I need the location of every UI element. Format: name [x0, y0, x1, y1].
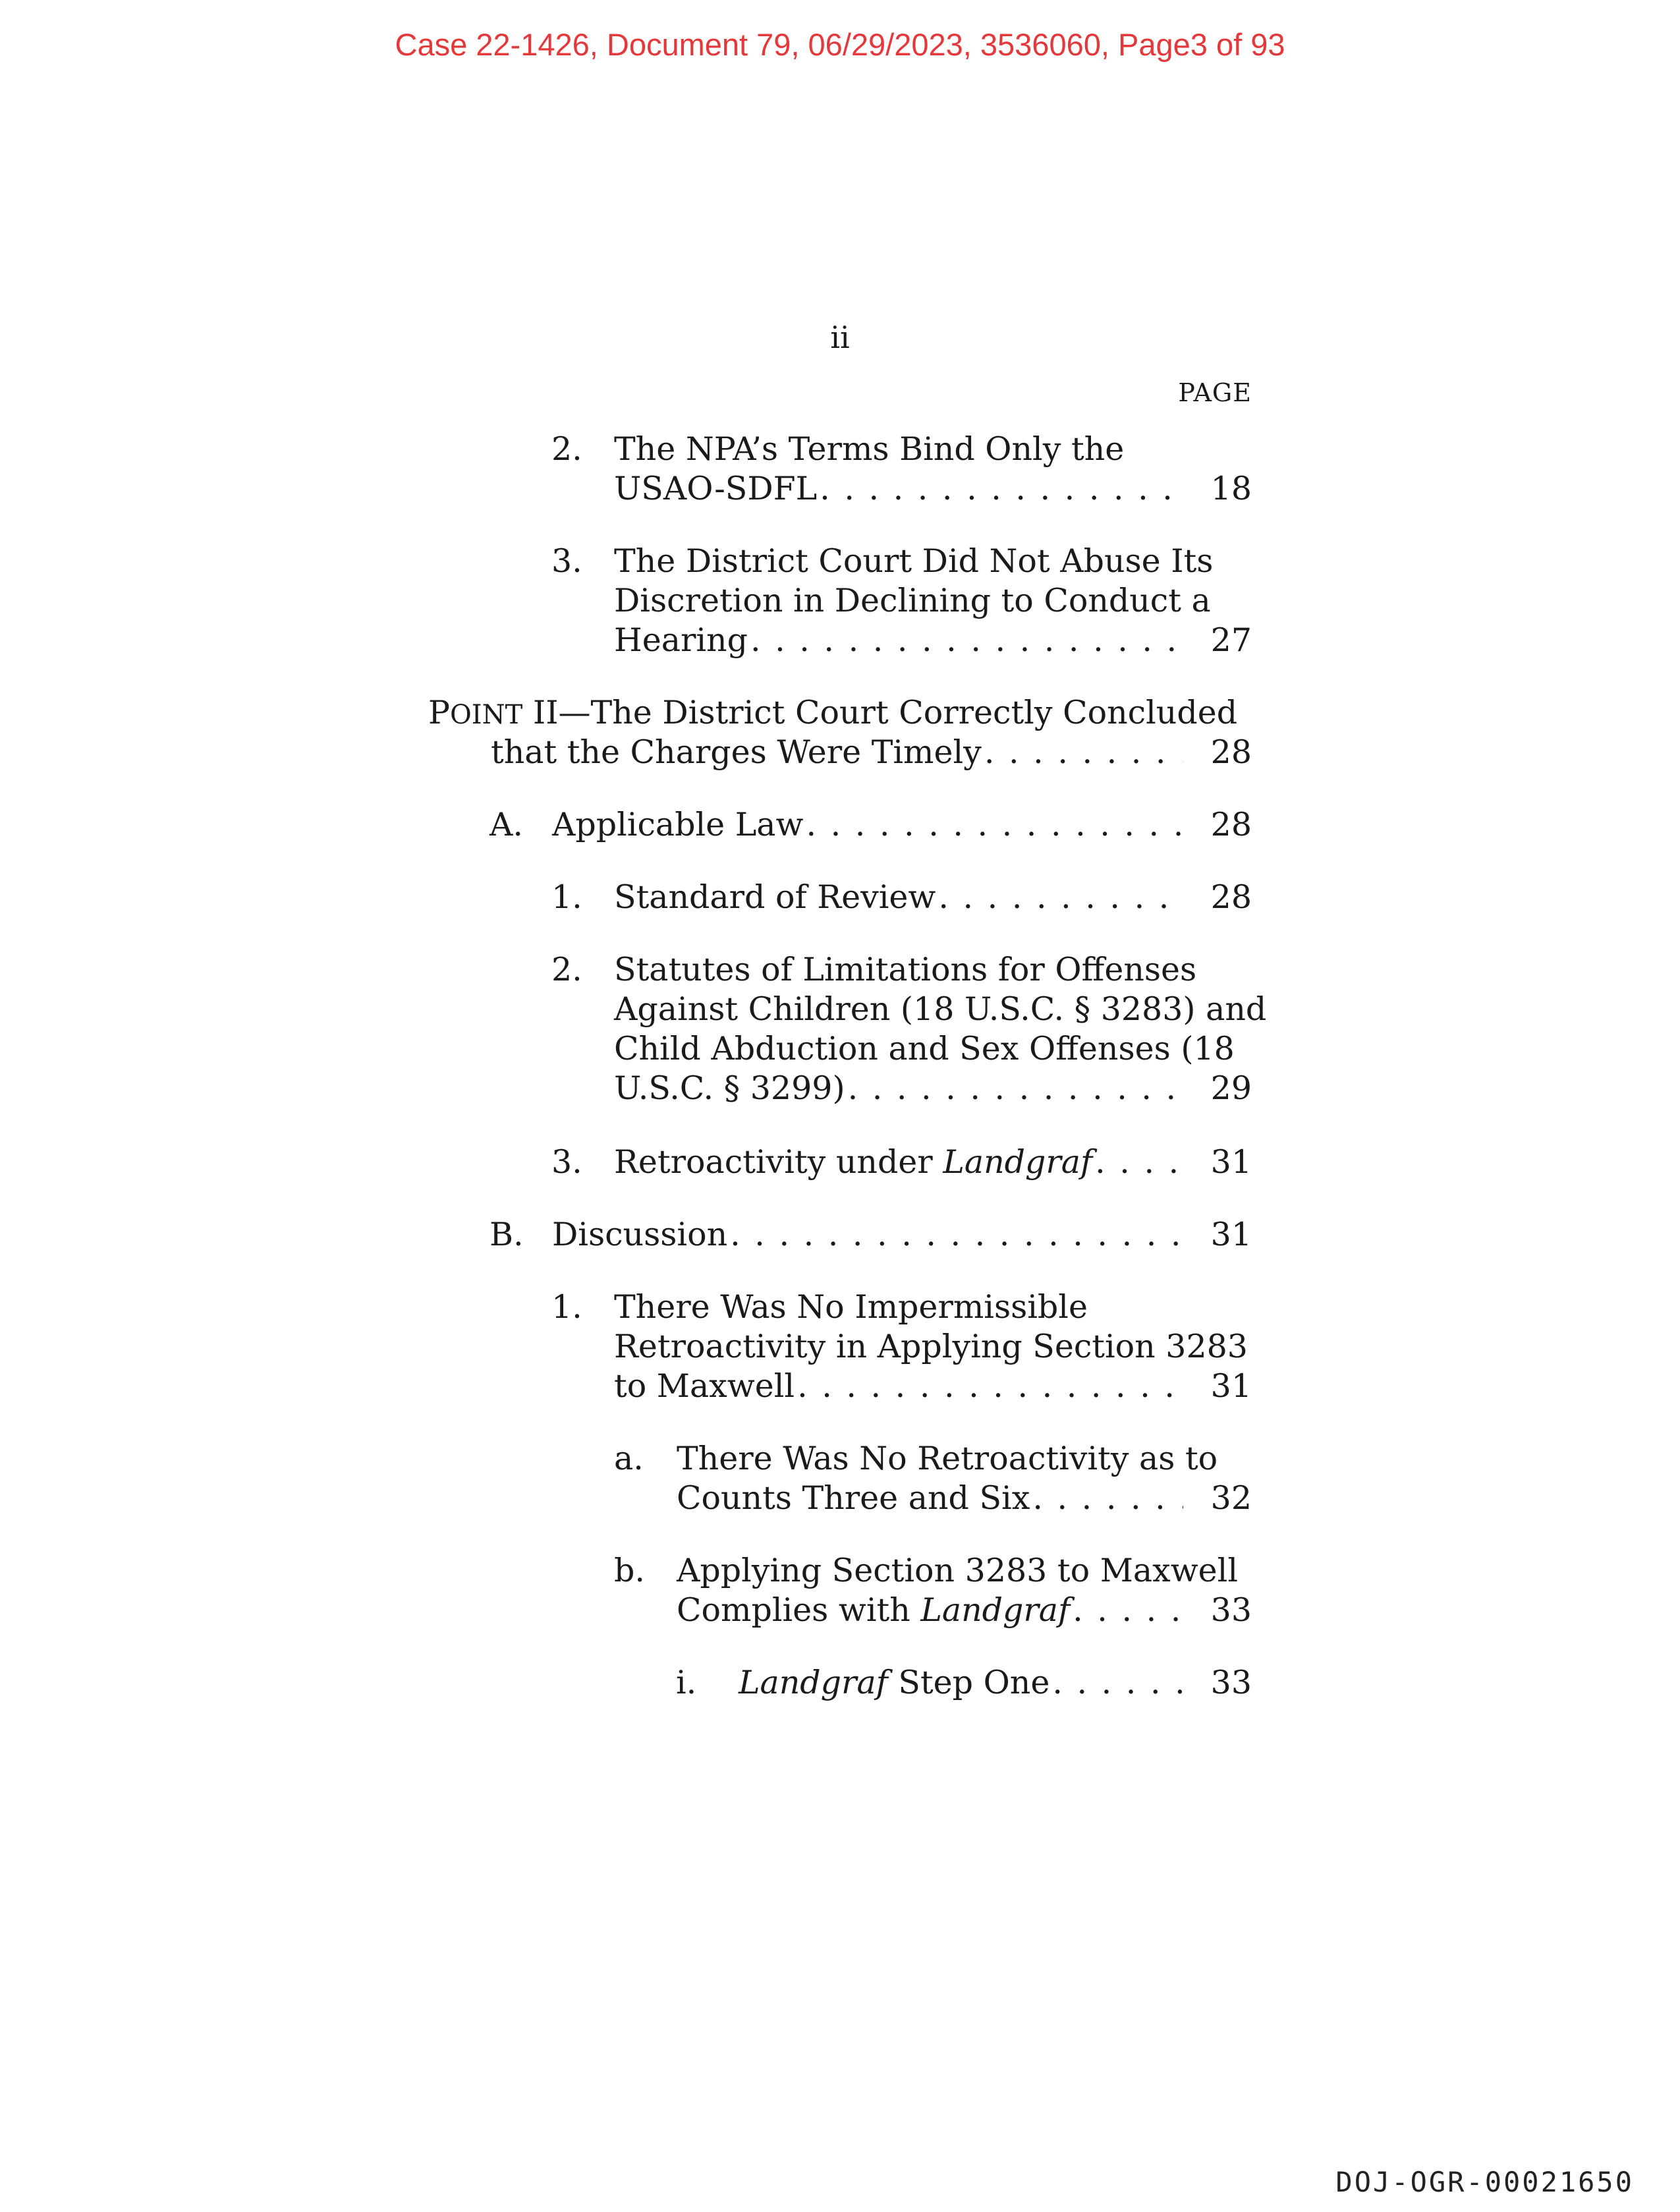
toc-entry[interactable]: [551, 1288, 1252, 1406]
toc-entry-page[interactable]: 28: [1210, 806, 1252, 843]
toc-entry-text: There Was No Retroactivity as to: [677, 1440, 1218, 1477]
dot-leader: [848, 1069, 1183, 1108]
toc-entry-text: Retroactivity in Applying Section 3283: [614, 1328, 1248, 1365]
toc-entry-point[interactable]: [428, 693, 1252, 772]
toc-entry[interactable]: [551, 950, 1267, 1108]
toc-entry-text: Counts Three and Six: [677, 1479, 1030, 1517]
toc-entry-page[interactable]: 32: [1210, 1479, 1252, 1517]
toc-entry-label: b.: [614, 1552, 645, 1589]
dot-leader: [797, 1367, 1183, 1406]
toc-entry[interactable]: [490, 1215, 1252, 1255]
toc-entry-page[interactable]: 31: [1210, 1216, 1252, 1253]
toc-entry-page[interactable]: 33: [1210, 1591, 1252, 1629]
toc-entry[interactable]: [614, 1439, 1252, 1518]
toc-entry-label: A.: [490, 806, 523, 843]
dot-leader: [806, 805, 1183, 845]
toc-entry-text: Discussion: [552, 1216, 728, 1253]
toc-entry-text: Statutes of Limitations for Offenses: [614, 951, 1197, 988]
toc-entry-page[interactable]: 29: [1210, 1069, 1252, 1107]
toc-entry-text: Complies with Landgraf: [677, 1591, 1071, 1629]
toc-entry-label: 3.: [551, 1143, 582, 1181]
toc-entry-text: The NPA’s Terms Bind Only the: [614, 430, 1125, 468]
toc-entry-label: POINT II—The District Court Correctly Concluded: [428, 694, 1238, 731]
toc-entry-text: Landgraf Step One: [739, 1664, 1050, 1701]
toc-entry-text: that the Charges Were Timely: [491, 733, 982, 771]
toc-entry-text: Hearing: [614, 621, 748, 659]
toc-entry[interactable]: [551, 878, 1252, 917]
toc-entry-page[interactable]: 18: [1210, 470, 1252, 507]
bates-number: DOJ-OGR-00021650: [1335, 2166, 1634, 2198]
toc-entry-page[interactable]: 28: [1210, 733, 1252, 771]
dot-leader: [1095, 1143, 1183, 1182]
toc-entry[interactable]: [551, 430, 1252, 509]
dot-leader: [1073, 1591, 1183, 1630]
toc-entry-page[interactable]: 33: [1210, 1664, 1252, 1701]
toc-entry[interactable]: [614, 1551, 1252, 1630]
toc-entry-text: to Maxwell: [614, 1367, 795, 1405]
case-header-stamp: Case 22-1426, Document 79, 06/29/2023, 3536060, Page3 of 93: [395, 27, 1285, 62]
toc-entry-label: 1.: [551, 1288, 582, 1326]
toc-entry-text: USAO-SDFL: [614, 470, 818, 507]
toc-entry-label: a.: [614, 1440, 644, 1477]
page-column-label: PAGE: [1178, 378, 1252, 407]
toc-entry-text: Retroactivity under Landgraf: [614, 1143, 1093, 1181]
toc-entry-label: 1.: [551, 878, 582, 916]
toc-entry-label: i.: [676, 1664, 697, 1701]
toc-entry-label: 2.: [551, 951, 582, 988]
toc-entry-page[interactable]: 31: [1210, 1367, 1252, 1405]
toc-entry-text: Applicable Law: [552, 806, 804, 843]
toc-entry-text: Discretion in Declining to Conduct a: [614, 582, 1211, 619]
toc-entry[interactable]: [490, 805, 1252, 845]
toc-entry-label: B.: [490, 1216, 524, 1253]
toc-entry-label: 2.: [551, 430, 582, 468]
toc-entry-text: Against Children (18 U.S.C. § 3283) and: [614, 990, 1267, 1028]
toc-entry-text: Child Abduction and Sex Offenses (18: [614, 1030, 1235, 1067]
toc-entry-label: 3.: [551, 542, 582, 580]
toc-entry-text: There Was No Impermissible: [614, 1288, 1088, 1326]
toc-entry-text: The District Court Did Not Abuse Its: [614, 542, 1214, 580]
dot-leader: [1032, 1479, 1183, 1518]
dot-leader: [1052, 1663, 1183, 1703]
dot-leader: [820, 469, 1183, 509]
dot-leader: [938, 878, 1183, 917]
toc-entry-page[interactable]: 27: [1210, 621, 1252, 659]
dot-leader: [984, 733, 1183, 772]
page-number: ii: [830, 320, 850, 355]
toc-entry-page[interactable]: 31: [1210, 1143, 1252, 1181]
dot-leader: [730, 1215, 1183, 1255]
toc-entry-page[interactable]: 28: [1210, 878, 1252, 916]
toc-entry[interactable]: [676, 1663, 1252, 1703]
toc-entry[interactable]: [551, 1143, 1252, 1182]
dot-leader: [750, 621, 1183, 660]
toc-entry[interactable]: [551, 542, 1252, 660]
toc-entry-text: U.S.C. § 3299): [614, 1069, 845, 1107]
toc-entry-text: Standard of Review: [614, 878, 936, 916]
toc-entry-text: Applying Section 3283 to Maxwell: [677, 1552, 1238, 1589]
